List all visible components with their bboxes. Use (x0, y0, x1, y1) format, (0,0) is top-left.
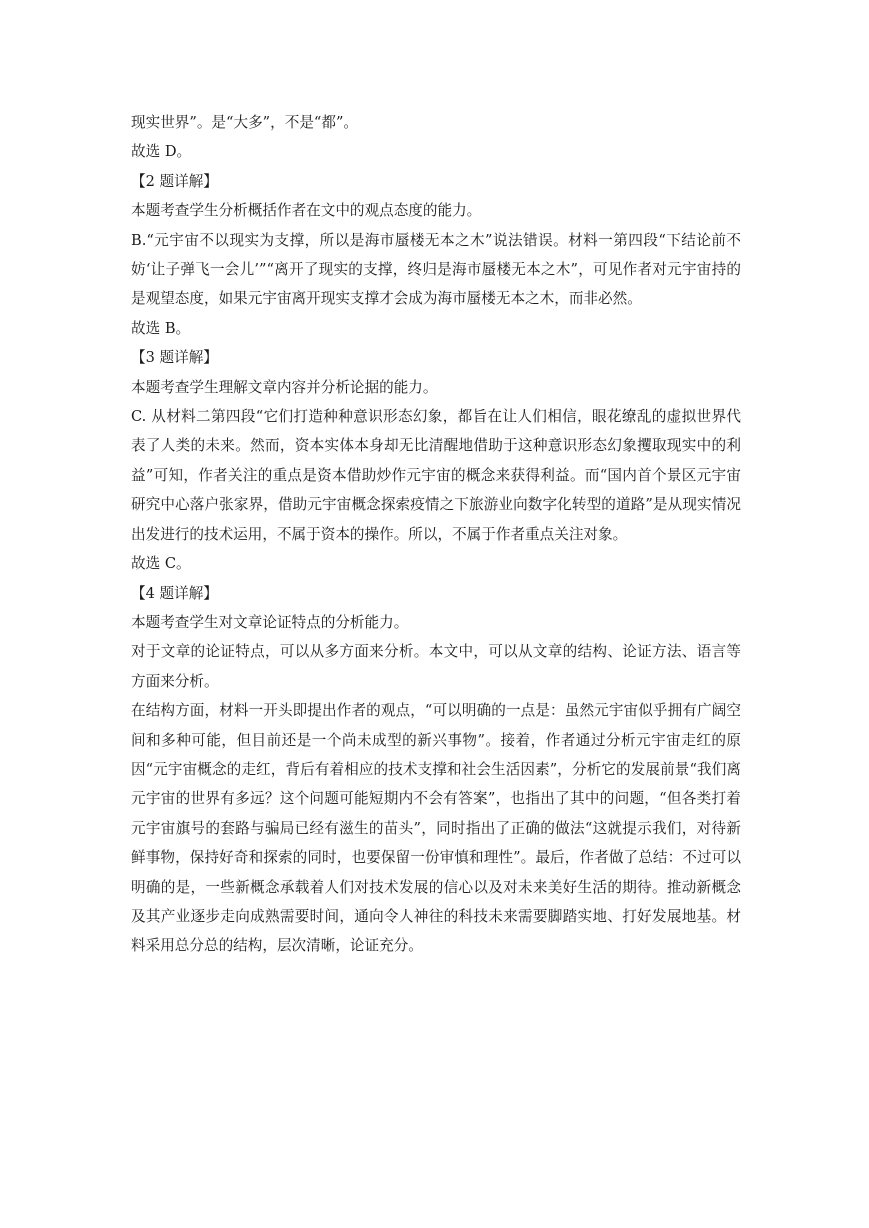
heading-q3-explanation: 【3 题详解】 (131, 349, 218, 367)
q4-analysis: 在结构方面，材料一开头即提出作者的观点，“可以明确的一点是：虽然元宇宙似乎拥有广阔空间和多种可能，但目前还是一个尚未成型的新兴事物”。接着，作者通过分析元宇宙走红的原因“元宇宙概念的走红，背后有着相应的技术支撑和社会生活因素”，分析它的发展前景“我们离元宇宙的世界有多远？这个问题可能短期内不会有答案”，也指出了其中的问题，“但各类打着元宇宙旗号的套路与骗局已经有滋生的苗头”，同时指出了正确的做法“这就提示我们，对待新鲜事物，保持好奇和探索的同时，也要保留一份审慎和理性”。最后，作者做了总结：不过可以明确的是，一些新概念承载着人们对技术发展的信心以及对未来美好生活的期待。推动新概念及其产业逐步走向成熟需要时间，通向令人神往的科技未来需要脚踏实地、打好发展地基。材料采用总分总的结构，层次清晰，论证充分。 (131, 702, 741, 955)
answer-choice-q3: 故选 C。 (131, 555, 191, 573)
q3-intro: 本题考查学生理解文章内容并分析论据的能力。 (131, 378, 438, 396)
heading-q4-explanation: 【4 题详解】 (131, 584, 218, 602)
q4-approach: 对于文章的论证特点，可以从多方面来分析。本文中，可以从文章的结构、论证方法、语言等方面来分析。 (131, 643, 741, 690)
q3-analysis: C. 从材料二第四段“它们打造种种意识形态幻象，都旨在让人们相信，眼花缭乱的虚拟世界代表了人类的未来。然而，资本实体本身却无比清醒地借助于这种意识形态幻象攫取现实中的利益”可知，作者关注的重点是资本借助炒作元宇宙的概念来获得利益。而“国内首个景区元宇宙研究中心落户张家界，借助元宇宙概念探索疫情之下旅游业向数字化转型的道路”是从现实情况出发进行的技术运用，不属于资本的操作。所以，不属于作者重点关注对象。 (131, 408, 741, 543)
q4-intro: 本题考查学生对文章论证特点的分析能力。 (131, 613, 409, 631)
answer-explanation-text (131, 108, 741, 961)
answer-choice-q2: 故选 B。 (131, 319, 191, 337)
heading-q2-explanation: 【2 题详解】 (131, 172, 218, 190)
paragraph-continuation: 现实世界”。是“大多”，不是“都”。 (131, 114, 359, 131)
q2-intro: 本题考查学生分析概括作者在文中的观点态度的能力。 (131, 202, 482, 220)
q2-analysis: B.“元宇宙不以现实为支撑，所以是海市蜃楼无本之木”说法错误。材料一第四段“下结论前不妨‘让子弹飞一会儿’”“离开了现实的支撑，终归是海市蜃楼无本之木”，可见作者对元宇宙持的是观望态度，如果元宇宙离开现实支撑才会成为海市蜃楼无本之木，而非必然。 (131, 231, 741, 308)
answer-choice-q1: 故选 D。 (131, 143, 192, 161)
